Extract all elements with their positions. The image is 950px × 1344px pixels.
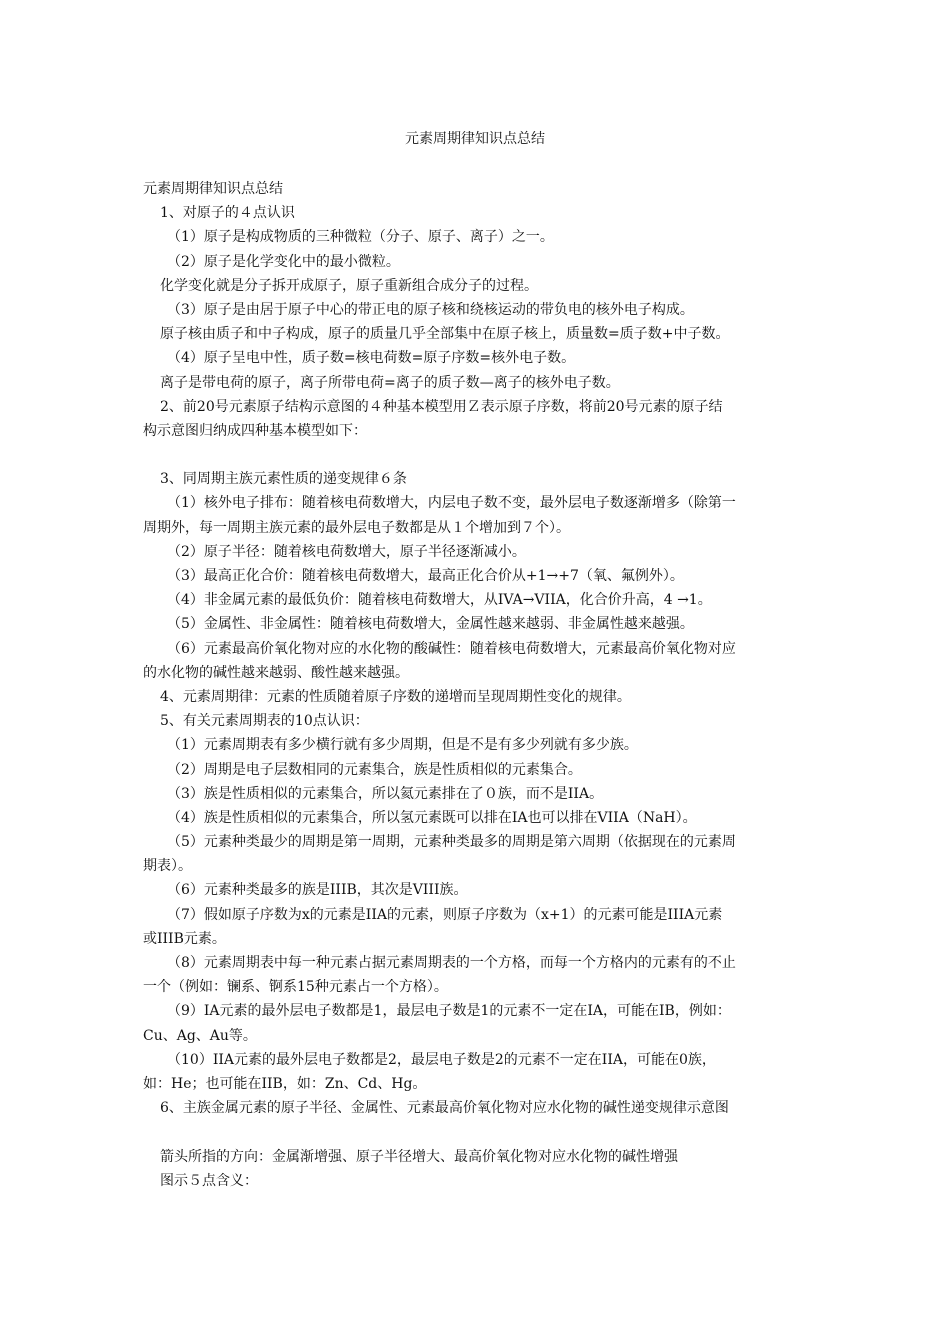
blank-line: [143, 443, 810, 467]
paragraph-line: Cu、Ag、Au等。: [143, 1027, 257, 1044]
paragraph-line: （10）IIA元素的最外层电子数都是2，最层电子数是2的元素不一定在IIA，可能在0族，: [167, 1051, 716, 1068]
paragraph-line: 构示意图归纳成四种基本模型如下：: [143, 422, 367, 439]
paragraph-line: （1）核外电子排布：随着核电荷数增大，内层电子数不变，最外层电子数逐渐增多（除第一: [167, 495, 736, 512]
paragraph-line: 一个（例如：镧系、锕系15种元素占一个方格）。: [143, 979, 448, 996]
paragraph-line: （5）金属性、非金属性：随着核电荷数增大，金属性越来越弱、非金属性越来越强。: [167, 616, 694, 633]
paragraph-line: （9）IA元素的最外层电子数都是1，最层电子数是1的元素不一定在IA，可能在IB，例如：: [167, 1003, 731, 1020]
document-body: [143, 177, 810, 1193]
paragraph-line: （6）元素最高价氧化物对应的水化物的酸碱性：随着核电荷数增大，元素最高价氧化物对应: [167, 640, 736, 657]
paragraph-line: 如：He；也可能在IIB，如：Zn、Cd、Hg。: [143, 1075, 427, 1092]
paragraph-line: 原子核由质子和中子构成，原子的质量几乎全部集中在原子核上，质量数=质子数+中子数。: [160, 326, 730, 343]
paragraph-line: （1）元素周期表有多少横行就有多少周期，但是不是有多少列就有多少族。: [167, 737, 638, 754]
paragraph-line: （2）原子半径：随着核电荷数增大，原子半径逐渐减小。: [167, 543, 526, 560]
paragraph-line: 箭头所指的方向：金属渐增强、原子半径增大、最高价氧化物对应水化物的碱性增强: [160, 1148, 678, 1165]
paragraph-line: （3）最高正化合价：随着核电荷数增大，最高正化合价从+1→+7（氧、氟例外）。: [167, 568, 684, 584]
paragraph-line: 或IIIB元素。: [143, 930, 226, 947]
paragraph-line: （8）元素周期表中每一种元素占据元素周期表的一个方格，而每一个方格内的元素有的不止: [167, 955, 736, 971]
paragraph-line: 的水化物的碱性越来越弱、酸性越来越强。: [143, 664, 409, 681]
section-heading: 4、元素周期律：元素的性质随着原子序数的递增而呈现周期性变化的规律。: [160, 688, 631, 705]
paragraph-line: （4）非金属元素的最低负价：随着核电荷数增大，从IVA→VIIA，化合价升高，4 →1。: [167, 592, 712, 609]
paragraph-line: 离子是带电荷的原子，离子所带电荷=离子的质子数—离子的核外电子数。: [160, 374, 620, 391]
paragraph-line: （2）周期是电子层数相同的元素集合，族是性质相似的元素集合。: [167, 761, 582, 778]
section-heading: 5、有关元素周期表的10点认识：: [160, 713, 369, 730]
blank-line: [143, 1120, 810, 1144]
paragraph-line: 化学变化就是分子拆开成原子，原子重新组合成分子的过程。: [160, 277, 538, 294]
section-heading: 6、主族金属元素的原子半径、金属性、元素最高价氧化物对应水化物的碱性递变规律示意图: [160, 1100, 729, 1117]
paragraph-line: 周期外，每一周期主族元素的最外层电子数都是从１个增加到７个）。: [143, 519, 570, 536]
body-heading: 元素周期律知识点总结: [143, 181, 283, 197]
paragraph-line: （1）原子是构成物质的三种微粒（分子、原子、离子）之一。: [167, 229, 554, 246]
paragraph-line: 期表）。: [143, 858, 192, 875]
paragraph-line: （4）原子呈电中性，质子数=核电荷数=原子序数=核外电子数。: [167, 350, 576, 367]
section-heading: 2、前20号元素原子结构示意图的４种基本模型用Ｚ表示原子序数，将前20号元素的原子结: [160, 398, 723, 415]
paragraph-line: （3）族是性质相似的元素集合，所以氦元素排在了０族，而不是IIA。: [167, 785, 604, 802]
document-title: 元素周期律知识点总结: [405, 131, 545, 147]
paragraph-line: （2）原子是化学变化中的最小微粒。: [167, 253, 400, 270]
paragraph-line: （5）元素种类最少的周期是第一周期，元素种类最多的周期是第六周期（依据现在的元素周: [167, 834, 736, 851]
paragraph-line: （3）原子是由居于原子中心的带正电的原子核和绕核运动的带负电的核外电子构成。: [167, 301, 694, 318]
paragraph-line: （6）元素种类最多的族是IIIB，其次是VIII族。: [167, 882, 468, 899]
paragraph-line: （7）假如原子序数为x的元素是IIA的元素，则原子序数为（x+1）的元素可能是IIIA元素: [167, 906, 723, 923]
section-heading: 1、对原子的４点认识: [160, 205, 295, 222]
section-heading: 3、同周期主族元素性质的递变规律６条: [160, 471, 407, 488]
paragraph-line: 图示５点含义：: [160, 1172, 258, 1189]
paragraph-line: （4）族是性质相似的元素集合，所以氢元素既可以排在IA也可以排在VIIA（NaH）。: [167, 809, 697, 826]
